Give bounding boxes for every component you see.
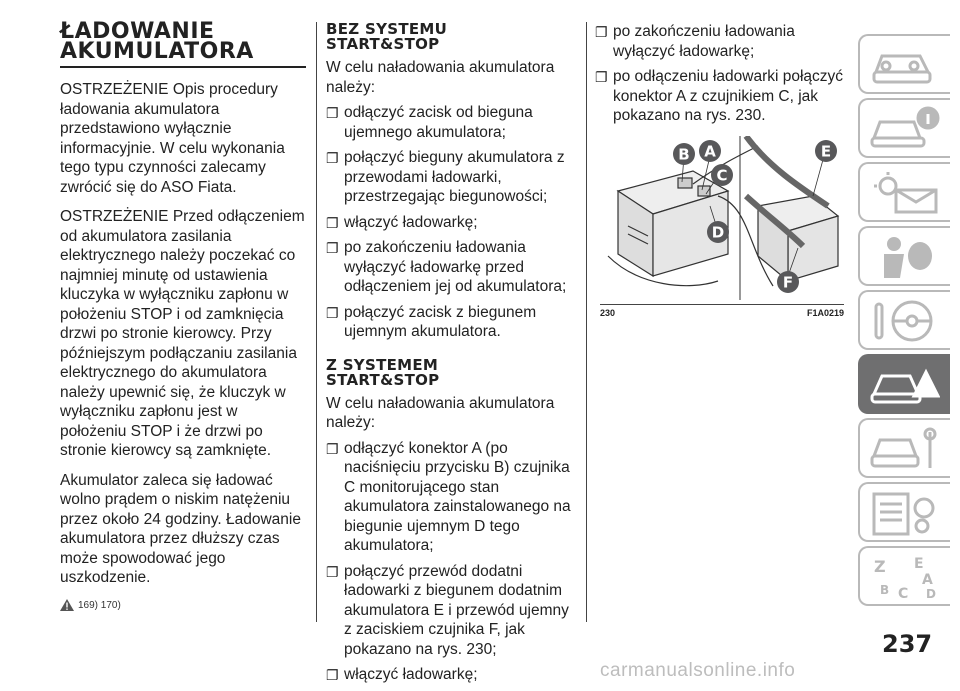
figure-230 [598,136,844,300]
label-e: E [820,142,832,161]
svg-text:C: C [898,586,909,600]
section-title [60,19,306,68]
svg-text:A: A [922,572,933,588]
svg-text:Z: Z [874,557,886,576]
list-item: ❐ połączyć zacisk z biegunem ujemnym akumulatora. [326,303,537,340]
steps-list-3 [595,22,845,126]
checkbox-bullet: ❐ [326,440,339,457]
tab-safety[interactable] [858,226,950,286]
svg-text:B: B [880,583,890,597]
column-3 [595,22,845,132]
label-d: D [711,223,725,242]
label-a: A [704,142,716,161]
tab-index[interactable] [858,546,950,606]
checkbox-bullet: ❐ [595,24,608,40]
tab-maintenance[interactable] [858,418,950,478]
checkbox-bullet: ❐ [326,105,339,121]
title-line-1: ŁADOWANIE [60,19,215,44]
heading-2-line-2: START&STOP [326,370,440,389]
car-info-icon [870,106,940,152]
steps-list-2 [326,439,576,685]
checkbox-bullet: ❐ [326,304,339,321]
svg-text:D: D [926,587,936,600]
heading-2-line-1: Z SYSTEMEM [326,355,439,374]
label-c: C [716,166,728,185]
column-divider-2 [586,22,587,622]
list-item: ❐ połączyć przewód dodatni ładowarki z biegunem dodatnim akumulatora E i przewód ujemny z zaciskiem czujnika F, jak pokazano na rys. 230; [326,562,569,658]
warning-triangle-icon [60,599,74,611]
page-number: 237 [882,630,933,658]
intro-1: W celu naładowania akumulatora należy: [326,59,555,96]
lights-message-icon [870,170,940,216]
airbag-person-icon [870,234,940,280]
car-breakdown-warning-icon [870,362,940,408]
warning-reference [60,596,306,616]
tab-info[interactable] [858,98,950,158]
car-dashboard-icon [870,42,940,88]
list-item: ❐ po zakończeniu ładowania wyłączyć ładowarkę przed odłączeniem jej od akumulatora; [326,239,567,295]
spec-sheet-gears-icon [870,490,940,536]
column-divider-1 [316,22,317,622]
checkbox-bullet: ❐ [326,240,339,256]
alphabet-index-icon [870,554,940,600]
list-item: ❐ włączyć ładowarkę; [326,665,576,685]
label-b: B [678,145,690,164]
column-2 [326,22,576,691]
charging-paragraph: Akumulator zaleca się ładować wolno prądem o niskim natężeniu przez około 24 godziny. Ładowanie akumulatora przez dłuższy czas może spowodować jego uszkodzenie. [60,471,301,586]
column-1 [60,19,306,615]
intro-2: W celu naładowania akumulatora należy: [326,394,555,431]
heading-1-line-2: START&STOP [326,35,440,53]
list-item: ❐ włączyć ładowarkę; [326,213,576,233]
checkbox-bullet: ❐ [595,69,608,85]
figure-caption [600,304,844,318]
watermark[interactable]: carmanualsonline.info [600,660,796,681]
figure-number: 230 [600,308,616,318]
tab-driving[interactable] [858,290,950,350]
checkbox-bullet: ❐ [326,214,339,231]
heading-1-line-1: BEZ SYSTEMU [326,20,448,38]
warning-reference-text: 169) 170) [78,599,121,611]
label-f: F [782,273,794,292]
tab-specifications[interactable] [858,482,950,542]
heading-with-start-stop [326,355,576,389]
heading-without-start-stop [326,22,576,52]
steering-wheel-icon [870,298,940,344]
tab-emergency[interactable] [858,354,950,414]
svg-text:E: E [914,556,924,572]
warning-paragraph-2: OSTRZEŻENIE Przed odłączeniem od akumulatora zasilania elektrycznego należy poczekać co najmniej minutę od ustawienia kluczyka w wyłączniku zapłonu w położeniu STOP i od zamknięcia drzwi po stronie kierowcy. Przy późniejszym podłączaniu zasilania elektrycznego do akumulatora należy upewnić się, że kluczyk w wyłączniku zapłonu jest w położeniu STOP i że drzwi po stronie kierowcy są zamknięte. [60,208,305,459]
title-line-2: AKUMULATORA [60,39,254,64]
list-item: ❐ połączyć bieguny akumulatora z przewodami ładowarki, przestrzegając biegunowości; [326,149,565,205]
car-wrench-icon [870,426,940,472]
checkbox-bullet: ❐ [326,563,339,580]
tab-dashboard[interactable] [858,34,950,94]
battery-charging-illustration [598,136,844,300]
list-item: ❐ odłączyć konektor A (po naciśnięciu przycisku B) czujnika C monitorującego stan akumulatora zainstalowanego na biegunie ujemnym D tego akumulatora; [326,439,571,554]
tab-lights[interactable] [858,162,950,222]
list-item: ❐ odłączyć zacisk od bieguna ujemnego akumulatora; [326,104,533,141]
steps-list-1 [326,103,576,342]
warning-paragraph-1: OSTRZEŻENIE Opis procedury ładowania akumulatora przedstawiono wyłącznie informacyjnie. W celu wykonania tego typu czynności zalecamy zwrócić się do ASO Fiata. [60,81,285,196]
list-item: ❐ po odłączeniu ładowarki połączyć konektor A z czujnikiem C, jak pokazano na rys. 230. [595,68,844,124]
checkbox-bullet: ❐ [326,150,339,166]
list-item: ❐ po zakończeniu ładowania wyłączyć ładowarkę; [595,23,795,60]
checkbox-bullet: ❐ [326,667,339,683]
figure-code: F1A0219 [806,308,844,318]
